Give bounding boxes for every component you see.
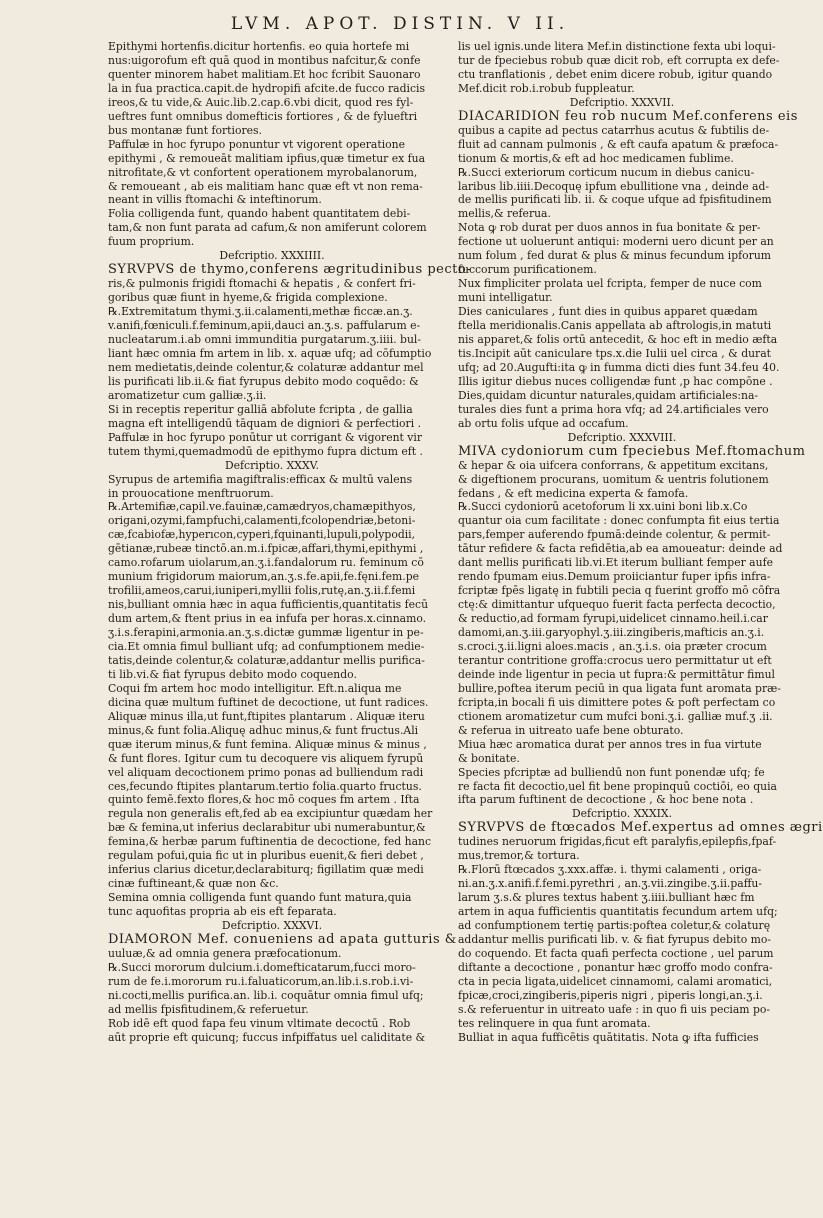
right-column-line: ab ortu folis ufque ad occafum.	[458, 416, 629, 430]
right-column-line: Species pfcriptæ ad bulliendū non funt ponendæ ufq; fe	[458, 765, 765, 779]
left-column-line: liant hæc omnia fm artem in lib. x. aquæ ufq; ad cōfumptio	[108, 346, 432, 360]
left-column-line: tunc aquofitas propria ab eis eft feparata.	[108, 905, 337, 919]
right-column-line: ctu tranflationis , debet enim dicere robub, igitur quando	[458, 67, 773, 81]
right-column-line: s.croci.ʒ.ii.ligni aloes.macis , an.ʒ.i.s. oia præter crocum	[458, 639, 767, 653]
left-column-line: tatis,deinde colentur,& colaturæ,addantur mellis purifica-	[108, 653, 425, 667]
right-column-line: ad confumptionem tertię partis:poftea coletur,& colaturę	[458, 919, 771, 933]
left-column-line: ni.cocti,mellis purifica.an. lib.i. coquātur omnia fimul ufq;	[108, 988, 424, 1002]
left-column-line: rum de fe.i.mororum ru.i.faluaticorum,an.lib.i.s.rob.i.vi-	[108, 974, 414, 988]
left-column-line: magna eft intelligendū tāquam de digniori & perfectiori .	[108, 416, 422, 430]
right-column-line: mus,tremor,& tortura.	[458, 849, 580, 863]
left-column-line: bæ & femina,ut inferius declarabitur ubi numerabuntur,&	[108, 821, 426, 835]
left-column-line: ireos,& tu vide,& Auic.lib.2.cap.6.vbi dicit, quod res fyl-	[108, 95, 414, 109]
right-column-line: s.& referuentur in uitreato uafe : in quo fi uis peciam po-	[458, 1002, 771, 1016]
right-column-line: deinde inde ligentur in pecia ut fupra:& permittātur fimul	[458, 667, 776, 681]
right-column-line: fectione ut uoluerunt antiqui: moderni uero dicunt per an	[458, 235, 774, 249]
right-column-line: & referua in uitreato uafe bene obturato.	[458, 723, 684, 737]
left-column-line: & remoueant , ab eis malitiam hanc quæ eft vt non rema-	[108, 179, 423, 193]
right-column-line: ifta parum fuftinent de decoctione , & hoc bene nota .	[458, 793, 754, 807]
right-column-line: fcripta,in bocali fi uis dimittere potes & poft perfectam co	[458, 695, 776, 709]
right-column-line: terantur contritione groffa:crocus uero permittatur ut eft	[458, 653, 772, 667]
right-column-line: addantur mellis purificati lib. v. & fiat fyrupus debito mo-	[458, 933, 772, 946]
right-column-line: tātur refidere & facta refidētia,ab ea amoueatur: deinde ad	[458, 542, 783, 556]
right-column-line: fuccorum purificationem.	[458, 263, 597, 277]
right-column-line: pars,femper auferendo fpumā:deinde colentur, & permit-	[458, 528, 771, 542]
left-column-line: dicina quæ multum fuftinet de decoctione, ut funt radices.	[108, 695, 429, 709]
left-column-line: minus,& funt folia.Aliquę adhuc minus,& funt fructus.Ali	[108, 723, 419, 737]
left-column-line: regula non generalis eft,fed ab ea excipiuntur quædam her	[108, 807, 433, 821]
left-column-line: ad mellis fpisfitudinem,& referuetur.	[108, 1002, 309, 1016]
right-column-line: tes relinquere in qua funt aromata.	[458, 1016, 651, 1030]
right-column-line: lis uel ignis.unde litera Mef.in distinctione fexta ubi loqui-	[458, 40, 776, 53]
left-column-line: nis,bulliant omnia hæc in aqua fufficientis,quantitatis fecū	[108, 598, 429, 612]
left-column-line: cinæ fuftineant,& quæ non &c.	[108, 877, 279, 891]
left-column-line: nem medietatis,deinde colentur,& colaturæ addantur mel	[108, 360, 424, 374]
right-column-line: num folum , fed durat & plus & minus fecundum ipforum	[458, 249, 772, 263]
right-column-line: dant mellis purificati lib.vi.Et iterum bulliant femper aufe	[458, 556, 773, 570]
right-column-line: larum ʒ.s.& plures textus habent ʒ.iiii.bulliant hæc fm	[458, 891, 755, 905]
right-column-line: artem in aqua fufficientis quantitatis fecundum artem ufq;	[458, 905, 778, 919]
right-column-line: de mellis purificati lib. ii. & coque ufque ad fpisfitudinem	[458, 193, 772, 207]
left-column-heading: Defcriptio. XXXV.	[225, 458, 319, 472]
left-column-line: tutem thymi,quemadmodū de epithymo fupra dictum eft .	[108, 444, 423, 458]
left-column-line: aromatizetur cum galliæ.ʒ.ii.	[108, 388, 267, 402]
right-column-heading: Defcriptio. XXXVII.	[569, 95, 675, 109]
right-column-line: Dies caniculares , funt dies in quibus apparet quædam	[458, 305, 758, 319]
right-column-line: fedans , & eft medicina experta & famofa.	[458, 486, 689, 500]
right-column-line: cta in pecia ligata,uidelicet cinnamomi, calami aromatici,	[458, 974, 773, 988]
left-column-line: quenter minorem habet malitiam.Et hoc fcribit Sauonaro	[108, 67, 421, 81]
left-column-line: quæ iterum minus,& funt femina. Aliquæ minus & minus ,	[108, 737, 427, 751]
right-column-line: & hepar & oia uifcera conforrans, & appetitum excitans,	[458, 458, 769, 472]
left-column-line: Paffulæ in hoc fyrupo ponūtur ut corrigant & vigorent vir	[108, 430, 423, 444]
left-text-column	[108, 40, 472, 1210]
right-column-line: rendo fpumam eius.Demum proiiciantur fuper ipfis infra-	[458, 570, 771, 584]
left-column-line: quinto femē.fexto flores,& hoc mō coques fm artem . Ifta	[108, 793, 420, 807]
right-column-line: ℞.Florū ftœcados ʒ.xxx.affæ. i. thymi calamenti , origa-	[458, 863, 762, 877]
right-text-column	[458, 40, 823, 1210]
right-column-line: turales dies funt a prima hora vfq; ad 24.artificiales vero	[458, 402, 769, 416]
right-column-line: bullire,poftea iterum peciū in qua ligata funt aromata præ-	[458, 681, 781, 695]
right-column-line: ctionem aromatizetur cum mufci boni.ʒ.i. galliæ muf.ʒ .ii.	[458, 709, 773, 723]
right-column-line: quantur oia cum facilitate : donec confumpta fit eius tertia	[458, 514, 780, 528]
left-column-line: uuluæ,& ad omnia genera præfocationum.	[108, 946, 342, 960]
left-column-line: ℞.Succi mororum dulcium.i.domefticatarum,fucci moro-	[108, 960, 416, 974]
right-column-line: fluit ad cannam pulmonis , & eft caufa apatum & præfoca-	[458, 137, 779, 151]
left-column-line: ℞.Artemifiæ,capil.ve.fauinæ,camædryos,chamæpithyos,	[108, 500, 416, 514]
left-column-line: vel aliquam decoctionem primo ponas ad bulliendum radi	[108, 765, 424, 779]
right-column-line: do coquendo. Et facta quafi perfecta coctione , uel parum	[458, 946, 774, 960]
right-column-line: ℞.Succi exteriorum corticum nucum in diebus canicu-	[458, 165, 755, 179]
right-column-line: Miua hæc aromatica durat per annos tres in fua virtute	[458, 737, 762, 751]
left-column-line: DIAMORON Mef. conueniens ad apata gutturis &	[108, 932, 457, 947]
right-column-line: ctę:& dimittantur ufquequo fuerit facta perfecta decoctio,	[458, 598, 776, 612]
left-column-line: ʒ.i.s.ferapini,armonia.an.ʒ.s.dictæ gummæ ligentur in pe-	[108, 626, 424, 640]
right-column-line: diftante a decoctione , ponantur hæc groffo modo confra-	[458, 960, 773, 974]
left-column-line: v.anifi,fœniculi.f.feminum,apii,dauci an.ʒ.s. paffularum e-	[108, 319, 421, 333]
right-column-line: DIACARIDION feu rob nucum Mef.conferens eis	[458, 108, 798, 124]
left-column-line: ris,& pulmonis frigidi ftomachi & hepatis , & confert fri-	[108, 277, 416, 291]
left-column-line: Folia colligenda funt, quando habent quantitatem debi-	[108, 207, 411, 221]
right-column-line: tudines neruorum frigidas,ficut eft paralyfis,epilepfis,fpaf-	[458, 835, 777, 849]
left-column-line: la in fua practica.capit.de hydropifi afcite.de fucco radicis	[108, 81, 426, 95]
left-column-line: ueftres funt omnibus domefticis fortiores , & de fylueftri	[108, 109, 418, 123]
left-column-line: in prouocatione menftruorum.	[108, 486, 274, 500]
left-column-line: lis purificati lib.ii.& fiat fyrupus debito modo coquēdo: &	[108, 374, 419, 388]
left-column-line: cæ,fcabiofæ,hyperıcon,cyperi,fquinanti,lupuli,polypodii,	[108, 528, 416, 542]
right-column-line: tur de fpeciebus robub quæ dicit rob, eft corrupta ex defe-	[458, 53, 780, 67]
left-column-line: dum artem,& ftent prius in ea infufa per horas.x.cinnamo.	[108, 612, 427, 626]
left-column-line: nus:uigorofum eft quā quod in montibus nafcitur,& confe	[108, 53, 421, 67]
right-column-line: Mef.dicit rob.i.robub fuppleatur.	[458, 81, 635, 95]
left-column-line: Epithymi hortenfis.dicitur hortenfis. eo quia hortefe mi	[108, 40, 410, 53]
left-column-line: gētianæ,rubeæ tinctō.an.m.i.fpicæ,affari,thymi,epithymi ,	[108, 542, 424, 556]
left-column-line: SYRVPVS de thymo,conferens ægritudinibus pecto-	[108, 262, 472, 278]
right-column-line: Bulliat in aqua fufficētis quātitatis. Nota ꝙ ifta fufficies	[458, 1030, 759, 1044]
left-column-line: nitrofitate,& vt confortent operationem myrobalanorum,	[108, 165, 418, 179]
left-column-line: nucleatarum.i.ab omni immunditia purgatarum.ʒ.iiii. bul-	[108, 333, 422, 347]
right-column-line: mellis,& referua.	[458, 207, 551, 221]
left-column-heading: Defcriptio. XXXIIII.	[219, 249, 325, 263]
left-column-line: ℞.Extremitatum thymi.ʒ.ii.calamenti,methæ ficcæ.an.ʒ.	[108, 305, 413, 319]
right-column-line: re facta fit decoctio,uel fit bene propinquū coctiōi, eo quia	[458, 779, 777, 793]
right-column-line: Illis igitur diebus nuces colligendæ funt ,p hac compōne .	[458, 374, 773, 388]
right-column-line: muni intelligatur.	[458, 291, 553, 305]
left-column-line: Rob idē eft quod fapa feu vinum vltimate decoctū . Rob	[108, 1016, 411, 1030]
left-column-line: origani,ozymi,fampfuchi,calamenti,fcolopendriæ,betoni-	[108, 514, 416, 528]
left-column-line: femina,& herbæ parum fuftinentia de decoctione, fed hanc	[108, 835, 432, 849]
left-column-line: aūt proprie eft quicunq; fuccus infpiffatus uel caliditate &	[108, 1030, 426, 1044]
left-column-line: Aliquæ minus illa,ut funt,ftipites plantarum . Aliquæ iteru	[108, 709, 425, 723]
left-column-line: neant in villis ftomachi & inteftinorum.	[108, 193, 322, 207]
right-column-line: tionum & mortis,& eft ad hoc medicamen fublime.	[458, 151, 734, 165]
right-column-heading: Defcriptio. XXXIX.	[571, 807, 673, 821]
right-column-line: & digeftionem procurans, uomitum & uentris folutionem	[458, 472, 769, 486]
left-column-line: goribus quæ fiunt in hyeme,& frigida complexione.	[108, 291, 388, 305]
left-column-heading: Defcriptio. XXXVI.	[221, 919, 323, 933]
right-column-line: ufq; ad 20.Augufti:ita ꝙ in fumma dicti dies funt 34.feu 40.	[458, 360, 780, 374]
left-column-line: Syrupus de artemifia magiftralis:efficax & multū valens	[108, 472, 413, 486]
right-column-line: Nota ꝙ rob durat per duos annos in fua bonitate & per-	[458, 221, 761, 235]
right-column-line: fcriptæ fpēs ligatę in fubtili pecia q fuerint groffo mō cōfra	[458, 584, 781, 598]
running-header: LVM. APOT. DISTIN. V II.	[230, 14, 570, 34]
right-column-line: Dies,quidam dicuntur naturales,quidam artificiales:na-	[458, 388, 759, 402]
left-column-line: cia.Et omnia fimul bulliant ufq; ad confumptionem medie-	[108, 639, 425, 653]
left-column-line: & funt flores. Igitur cum tu decoquere vis aliquem fyrupū	[108, 751, 424, 765]
left-column-line: ces,fecundo ftipites plantarum.tertio folia.quarto fructus.	[108, 779, 422, 793]
right-column-line: MIVA cydoniorum cum fpeciebus Mef.ftomachum	[458, 443, 806, 459]
right-column-line: & bonitate.	[458, 751, 520, 765]
left-column-line: epithymi , & remoueāt malitiam ipfius,quæ timetur ex fua	[108, 151, 426, 165]
right-column-line: & reductio,ad formam fyrupi,uidelicet cinnamo.heil.i.car	[458, 612, 768, 626]
right-column-line: tis.Incipit aūt caniculare tps.x.die Iulii uel circa , & durat	[458, 346, 771, 360]
left-column-line: Semina omnia colligenda funt quando funt matura,quia	[108, 891, 412, 905]
left-column-line: fuum proprium.	[108, 235, 195, 249]
left-column-line: Si in receptis reperitur galliā abfolute fcripta , de gallia	[108, 402, 413, 416]
right-column-line: damomi,an.ʒ.iii.garyophyl.ʒ.iii.zingiberis,mafticis an.ʒ.i.	[458, 626, 765, 640]
right-column-line: ftella meridionalis.Canis appellata ab aftrologis,in matuti	[458, 319, 772, 333]
right-column-line: laribus lib.iiii.Decoquę ipfum ebullitione vna , deinde ad-	[458, 179, 770, 193]
right-column-line: quibus a capite ad pectus catarrhus acutus & fubtilis de-	[458, 123, 770, 137]
left-column-line: regulam pofui,quia fic ut in pluribus euenit,& fieri debet ,	[108, 849, 424, 863]
right-column-line: ni.an.ʒ.x.anifi.f.femi.pyrethri , an.ʒ.vii.zingibe.ʒ.ii.paffu-	[458, 877, 762, 891]
left-column-line: trofilii,ameos,carui,iuniperi,myllii folis,rutę,an.ʒ.ii.f.femi	[108, 584, 416, 598]
left-column-line: bus montanæ funt fortiores.	[108, 123, 262, 137]
left-column-line: munium frigidorum maiorum,an.ʒ.s.fe.apii,fe.fęni.fem.pe	[108, 570, 420, 584]
right-column-line: ℞.Succi cydoniorū acetoforum li xx.uini boni lib.x.Co	[458, 500, 748, 514]
left-column-line: inferius clarius dicetur,declarabiturq; figillatim quæ medi	[108, 863, 424, 877]
left-column-line: camo.rofarum uiolarum,an.ʒ.i.fandalorum ru. feminum cō	[108, 556, 424, 570]
right-column-line: Nux fimpliciter prolata uel fcripta, femper de nuce com	[458, 277, 762, 291]
right-column-line: nis apparet,& folis ortū antecedit, & hoc eft in medio æfta	[458, 333, 778, 347]
right-column-heading: Defcriptio. XXXVIII.	[567, 430, 677, 444]
left-column-line: Paffulæ in hoc fyrupo ponuntur vt vigorent operatione	[108, 137, 406, 151]
right-column-line: SYRVPVS de ftœcados Mef.expertus ad omnes ægri	[458, 820, 823, 836]
left-column-line: Coqui fm artem hoc modo intelligitur. Eft.n.aliqua me	[108, 681, 402, 695]
right-column-line: fpicæ,croci,zingiberis,piperis nigri , piperis longi,an.ʒ.i.	[458, 988, 763, 1002]
left-column-line: ti lib.vi.& fiat fyrupus debito modo coquendo.	[108, 667, 357, 681]
left-column-line: tam,& non funt parata ad cafum,& non amiferunt colorem	[108, 221, 427, 235]
